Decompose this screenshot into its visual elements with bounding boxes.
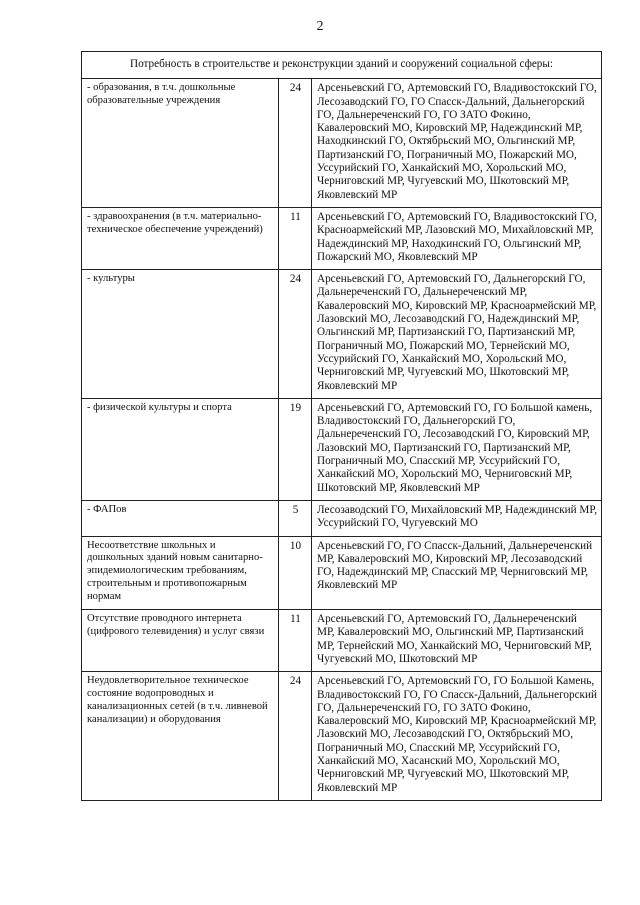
row-municipalities: Арсеньевский ГО, ГО Спасск-Дальний, Дальнереченский МР, Кавалеровский МО, Кировский МР, Лесозаводский ГО, Надеждинский МР, Спасский МР, Черниговский МР, Яковлевский МР (312, 536, 602, 610)
row-municipalities: Арсеньевский ГО, Артемовский ГО, Владивостокский ГО, Красноармейский МР, Лазовский МО, Михайловский МР, Надеждинский МР, Находкинский ГО, Ольгинский МР, Пожарский МО, Яковлевский МР (312, 207, 602, 269)
table-row (82, 270, 602, 399)
table-row (82, 79, 602, 208)
row-count: 19 (279, 398, 312, 500)
row-municipalities: Лесозаводский ГО, Михайловский МР, Надеждинский МР, Уссурийский ГО, Чугуевский МО (312, 500, 602, 536)
row-count: 10 (279, 536, 312, 610)
social-facilities-needs-table (81, 51, 602, 801)
row-category: - ФАПов (82, 500, 279, 536)
table-row (82, 398, 602, 500)
row-count: 11 (279, 610, 312, 672)
row-category: Неудовлетворительное техническое состояние водопроводных и канализационных сетей (в т.ч. ливневой канализации) и оборудования (82, 672, 279, 801)
row-count: 11 (279, 207, 312, 269)
row-category: - культуры (82, 270, 279, 399)
row-category: - образования, в т.ч. дошкольные образовательные учреждения (82, 79, 279, 208)
table-row (82, 500, 602, 536)
row-municipalities: Арсеньевский ГО, Артемовский ГО, Дальнегорский ГО, Дальнереченский ГО, Дальнереченский МР, Кавалеровский МО, Кировский МР, Красноармейский МР, Лазовский МО, Лесозаводский ГО, Надеждинский МР, Ольгинский МР, Партизанский ГО, Партизанский МР, Пограничный МО, Пожарский МО, Тернейский МО, Уссурийский ГО, Ханкайский МО, Хорольский МО, Черниговский МР, Чугуевский МО, Шкотовский МР, Яковлевский МР (312, 270, 602, 399)
table-header-row (82, 52, 602, 79)
row-category: Несоответствие школьных и дошкольных зданий новым санитарно-эпидемиологическим требованиям, строительным и противопожарным нормам (82, 536, 279, 610)
row-category: - физической культуры и спорта (82, 398, 279, 500)
row-municipalities: Арсеньевский ГО, Артемовский ГО, Дальнереченский МР, Кавалеровский МО, Ольгинский МР, Партизанский МР, Тернейский МО, Ханкайский МО, Черниговский МР, Чугуевский МО, Шкотовский МР (312, 610, 602, 672)
row-count: 24 (279, 270, 312, 399)
row-count: 24 (279, 79, 312, 208)
page-number: 2 (316, 19, 324, 34)
table-row (82, 610, 602, 672)
row-category: Отсутствие проводного интернета (цифрового телевидения) и услуг связи (82, 610, 279, 672)
row-municipalities: Арсеньевский ГО, Артемовский ГО, ГО Большой камень, Владивостокский ГО, Дальнегорский ГО, Дальнереченский ГО, Лесозаводский ГО, Кировский МР, Лазовский МО, Партизанский ГО, Партизанский МР, Пограничный МО, Спасский МР, Уссурийский ГО, Ханкайский МО, Хорольский МО, Черниговский МР, Шкотовский МР, Яковлевский МР (312, 398, 602, 500)
table-row (82, 207, 602, 269)
row-count: 24 (279, 672, 312, 801)
table-header: Потребность в строительстве и реконструкции зданий и сооружений социальной сферы: (82, 52, 602, 79)
row-count: 5 (279, 500, 312, 536)
table-row (82, 672, 602, 801)
table-row (82, 536, 602, 610)
row-category: - здравоохранения (в т.ч. материально-техническое обеспечение учреждений) (82, 207, 279, 269)
row-municipalities: Арсеньевский ГО, Артемовский ГО, ГО Большой Камень, Владивостокский ГО, ГО Спасск-Дальний, Дальнегорский ГО, Дальнереченский ГО, ГО ЗАТО Фокино, Кавалеровский МО, Кировский МР, Красноармейский МР, Лазовский МО, Лесозаводский ГО, Октябрьский МО, Пограничный МО, Спасский МР, Уссурийский ГО, Ханкайский МО, Хасанский МО, Хорольский МО, Черниговский МР, Чугуевский МО, Шкотовский МР, Яковлевский МР (312, 672, 602, 801)
row-municipalities: Арсеньевский ГО, Артемовский ГО, Владивостокский ГО, Лесозаводский ГО, ГО Спасск-Дальний, Дальнегорский ГО, Дальнереченский ГО, ГО ЗАТО Фокино, Кавалеровский МО, Кировский МР, Надеждинский МР, Находкинский ГО, Октябрьский МО, Ольгинский МР, Партизанский ГО, Пограничный МО, Пожарский МО, Уссурийский ГО, Ханкайский МО, Хорольский МО, Черниговский МР, Чугуевский МО, Шкотовский МР, Яковлевский МР (312, 79, 602, 208)
